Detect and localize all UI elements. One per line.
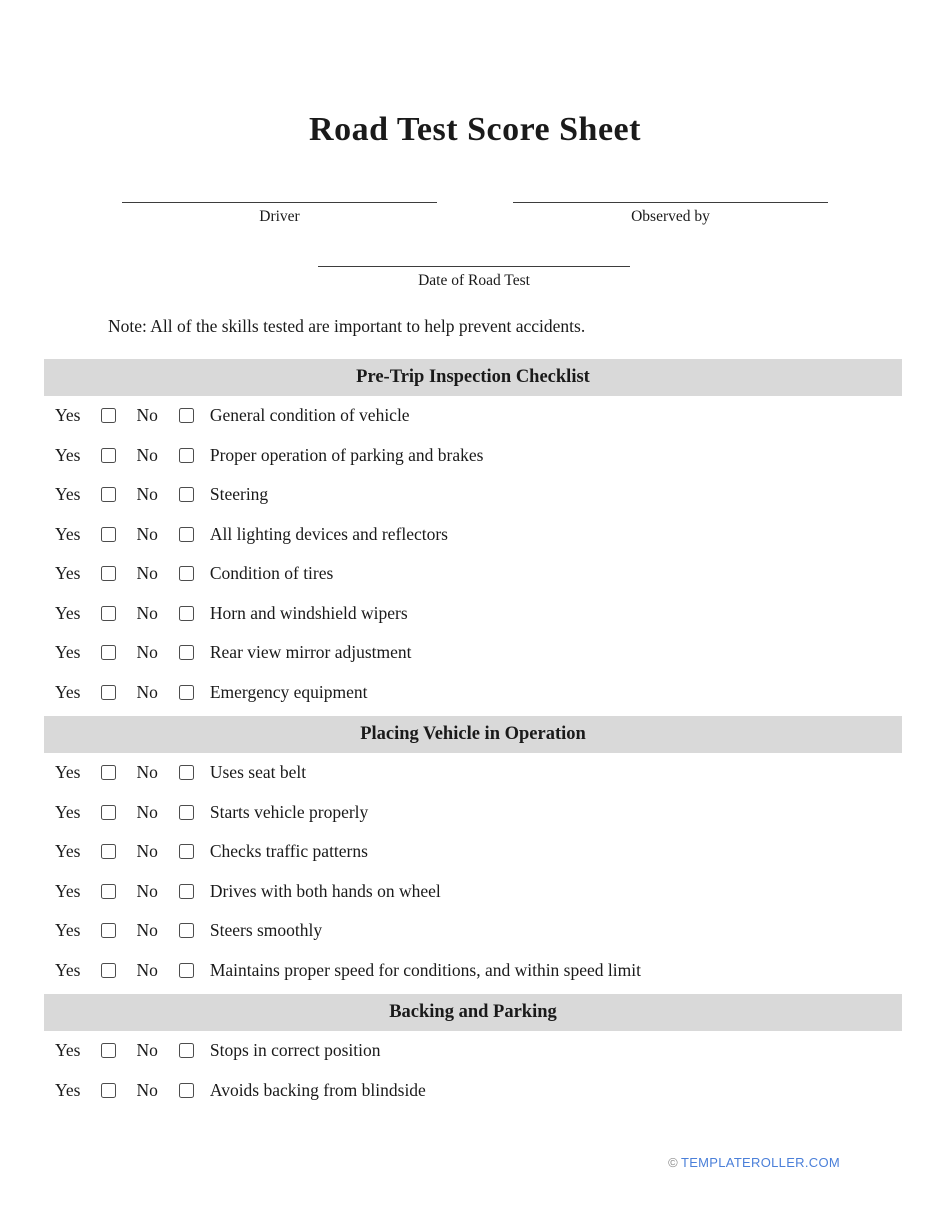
checklist-row [0, 951, 950, 991]
no-checkbox[interactable] [179, 487, 194, 502]
no-checkbox[interactable] [179, 1083, 194, 1098]
yes-checkbox[interactable] [101, 606, 116, 621]
yes-checkbox[interactable] [101, 527, 116, 542]
checklist-row [0, 872, 950, 912]
footer [0, 1155, 950, 1170]
yes-checkbox[interactable] [101, 923, 116, 938]
yes-checkbox[interactable] [101, 566, 116, 581]
checklist-row [0, 793, 950, 833]
yes-label: Yes [55, 523, 81, 544]
checklist-row [0, 753, 950, 793]
yes-checkbox[interactable] [101, 765, 116, 780]
no-label: No [136, 444, 158, 465]
yes-checkbox[interactable] [101, 645, 116, 660]
checklist [0, 359, 950, 1110]
item-label: Checks traffic patterns [209, 841, 368, 862]
no-label: No [136, 959, 158, 980]
no-label: No [136, 880, 158, 901]
item-label: Steers smoothly [209, 920, 323, 941]
section-header [44, 716, 902, 753]
no-checkbox[interactable] [179, 805, 194, 820]
yes-checkbox[interactable] [101, 1083, 116, 1098]
checklist-section [0, 359, 950, 712]
no-label: No [136, 602, 158, 623]
no-label: No [136, 1040, 158, 1061]
driver-label: Driver [259, 208, 300, 225]
date-field [318, 249, 630, 290]
no-checkbox[interactable] [179, 448, 194, 463]
checklist-row [0, 436, 950, 476]
no-checkbox[interactable] [179, 408, 194, 423]
section-rows [0, 396, 950, 712]
no-label: No [136, 920, 158, 941]
section-header [44, 359, 902, 396]
yes-label: Yes [55, 959, 81, 980]
copyright-icon: © [668, 1155, 678, 1170]
no-label: No [136, 801, 158, 822]
yes-checkbox[interactable] [101, 963, 116, 978]
no-label: No [136, 405, 158, 426]
page-title: Road Test Score Sheet [309, 111, 641, 148]
templateroller-link[interactable]: TEMPLATEROLLER.COM [680, 1155, 840, 1170]
no-label: No [136, 523, 158, 544]
no-checkbox[interactable] [179, 884, 194, 899]
yes-checkbox[interactable] [101, 884, 116, 899]
item-label: Uses seat belt [209, 762, 307, 783]
yes-checkbox[interactable] [101, 448, 116, 463]
checklist-row [0, 832, 950, 872]
section-header-label: Pre-Trip Inspection Checklist [356, 367, 590, 387]
yes-label: Yes [55, 1079, 81, 1100]
no-checkbox[interactable] [179, 645, 194, 660]
item-label: Maintains proper speed for conditions, and within speed limit [209, 959, 641, 980]
item-label: Condition of tires [209, 563, 334, 584]
signature-row [0, 185, 950, 226]
checklist-row [0, 515, 950, 555]
checklist-row [0, 594, 950, 634]
observed-by-label: Observed by [631, 208, 710, 225]
no-checkbox[interactable] [179, 566, 194, 581]
checklist-row [0, 911, 950, 951]
date-label: Date of Road Test [418, 272, 530, 289]
item-label: Proper operation of parking and brakes [209, 444, 484, 465]
yes-label: Yes [55, 444, 81, 465]
item-label: Horn and windshield wipers [209, 602, 408, 623]
yes-label: Yes [55, 642, 81, 663]
checklist-section [0, 716, 950, 990]
yes-checkbox[interactable] [101, 844, 116, 859]
item-label: Avoids backing from blindside [209, 1079, 426, 1100]
yes-label: Yes [55, 880, 81, 901]
section-rows [0, 753, 950, 990]
yes-label: Yes [55, 1040, 81, 1061]
yes-checkbox[interactable] [101, 685, 116, 700]
checklist-row [0, 633, 950, 673]
no-checkbox[interactable] [179, 765, 194, 780]
yes-checkbox[interactable] [101, 1043, 116, 1058]
checklist-row [0, 554, 950, 594]
yes-checkbox[interactable] [101, 805, 116, 820]
yes-label: Yes [55, 484, 81, 505]
item-label: Drives with both hands on wheel [209, 880, 441, 901]
driver-field [122, 185, 437, 226]
yes-checkbox[interactable] [101, 408, 116, 423]
checklist-row [0, 673, 950, 713]
no-checkbox[interactable] [179, 685, 194, 700]
checklist-row [0, 1071, 950, 1111]
no-label: No [136, 484, 158, 505]
item-label: Starts vehicle properly [209, 801, 369, 822]
item-label: All lighting devices and reflectors [209, 523, 448, 544]
section-header-label: Placing Vehicle in Operation [360, 724, 586, 744]
yes-label: Yes [55, 841, 81, 862]
no-checkbox[interactable] [179, 923, 194, 938]
section-header [44, 994, 902, 1031]
yes-label: Yes [55, 405, 81, 426]
no-label: No [136, 1079, 158, 1100]
no-label: No [136, 681, 158, 702]
checklist-row [0, 396, 950, 436]
no-checkbox[interactable] [179, 527, 194, 542]
item-label: Emergency equipment [209, 681, 368, 702]
checklist-row [0, 475, 950, 515]
yes-label: Yes [55, 563, 81, 584]
no-checkbox[interactable] [179, 1043, 194, 1058]
item-label: Steering [209, 484, 269, 505]
no-label: No [136, 563, 158, 584]
no-label: No [136, 642, 158, 663]
section-rows [0, 1031, 950, 1110]
yes-label: Yes [55, 681, 81, 702]
note-text: Note: All of the skills tested are important to help prevent accidents. [108, 316, 586, 336]
no-checkbox[interactable] [179, 606, 194, 621]
yes-checkbox[interactable] [101, 487, 116, 502]
item-label: General condition of vehicle [209, 405, 410, 426]
checklist-section [0, 994, 950, 1110]
yes-label: Yes [55, 762, 81, 783]
observed-by-field [513, 185, 828, 226]
section-header-label: Backing and Parking [389, 1002, 557, 1022]
item-label: Rear view mirror adjustment [209, 642, 412, 663]
no-label: No [136, 762, 158, 783]
driver-input[interactable] [122, 185, 437, 203]
yes-label: Yes [55, 602, 81, 623]
checklist-row [0, 1031, 950, 1071]
observed-by-input[interactable] [513, 185, 828, 203]
date-input[interactable] [318, 249, 630, 267]
item-label: Stops in correct position [209, 1040, 381, 1061]
no-checkbox[interactable] [179, 963, 194, 978]
yes-label: Yes [55, 920, 81, 941]
no-checkbox[interactable] [179, 844, 194, 859]
no-label: No [136, 841, 158, 862]
yes-label: Yes [55, 801, 81, 822]
